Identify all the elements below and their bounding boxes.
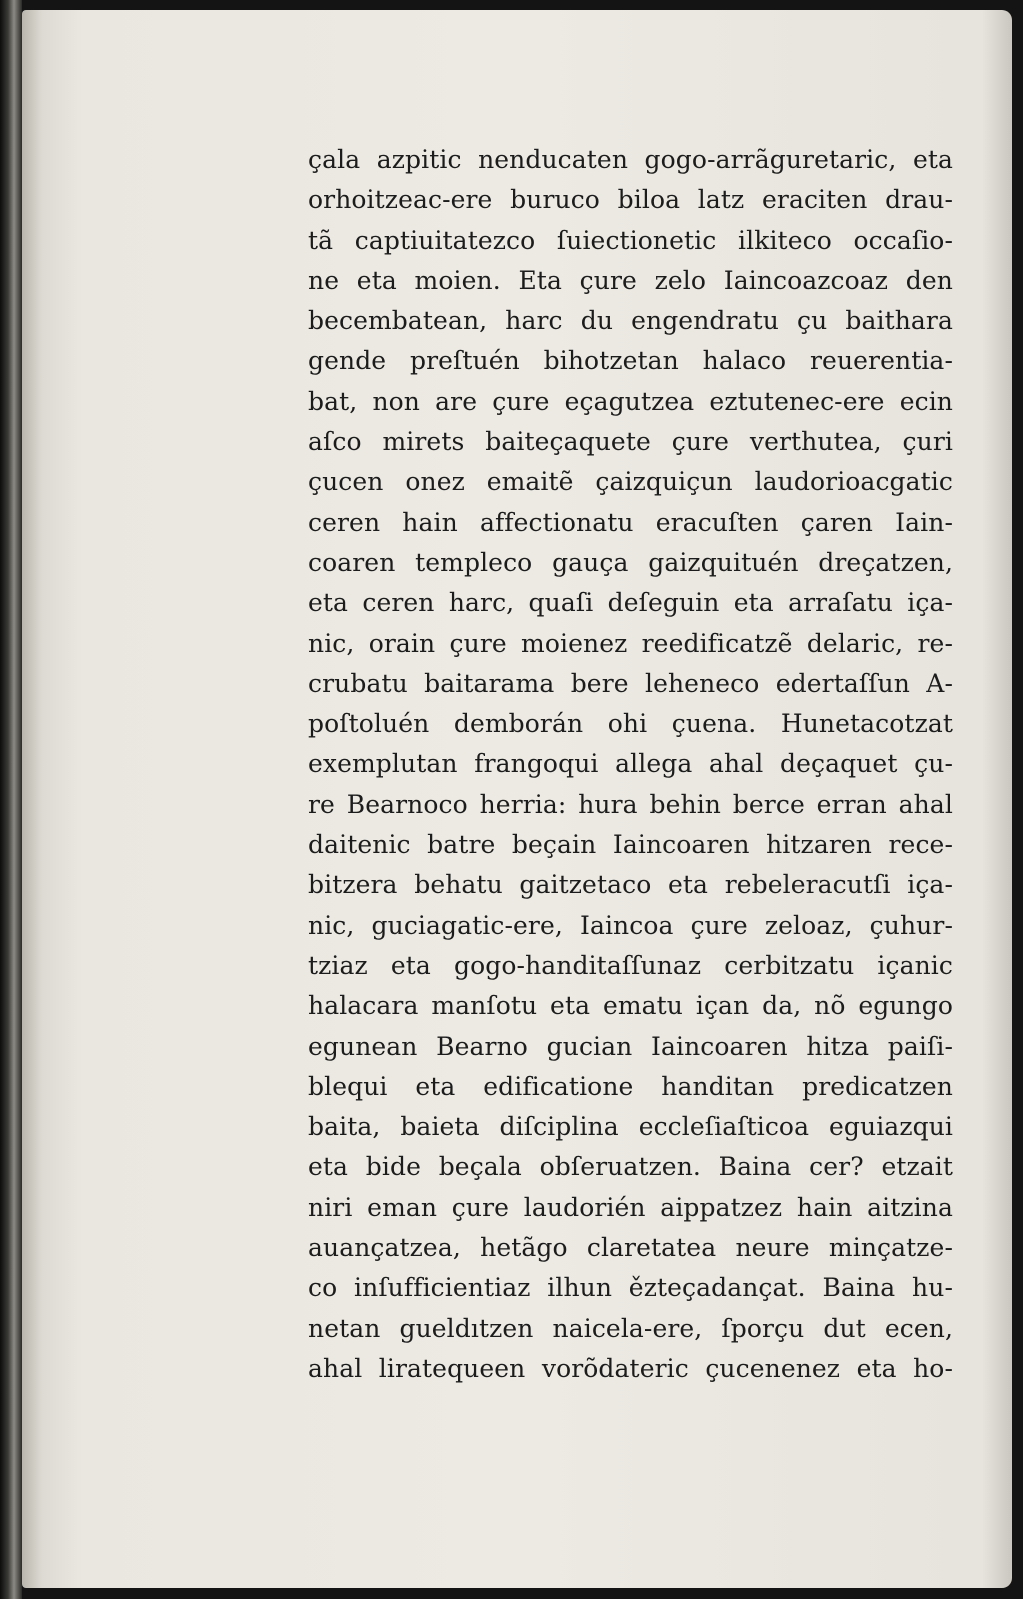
text-line: netan gueldıtzen naicela-ere, ſporçu dut ecen,: [308, 1313, 953, 1343]
text-line: re Bearnoco herria: hura behin berce erran ahal: [308, 789, 953, 819]
text-line: orhoitzeac-ere buruco biloa latz eraciten drau-: [308, 185, 953, 215]
text-line: egunean Bearno gucian Iaincoaren hitza paiſi-: [308, 1031, 953, 1061]
text-line: daitenic batre beçain Iaincoaren hitzaren rece-: [308, 830, 953, 860]
page-text: [308, 140, 953, 1389]
text-line: bat, non are çure eçagutzea eztutenec-ere ecin: [308, 386, 953, 416]
text-line: nic, orain çure moienez reedificatzẽ delaric, re-: [308, 628, 953, 658]
text-line: tziaz eta gogo-handitaſſunaz cerbitzatu içanic: [308, 950, 953, 980]
text-line: nic, guciagatic-ere, Iaincoa çure zeloaz, çuhur-: [308, 910, 953, 940]
text-line: auançatzea, hetãgo claretatea neure minçatze-: [308, 1233, 953, 1263]
text-line: gende preſtuén bihotzetan halaco reuerentia-: [308, 346, 953, 376]
text-line: co inſufficientiaz ilhun ězteçadançat. Baina hu-: [308, 1273, 953, 1303]
text-line: bitzera behatu gaitzetaco eta rebeleracutſi iça-: [308, 870, 953, 900]
text-line: baita, baieta diſciplina eccleſiaſticoa eguiazqui: [308, 1112, 953, 1142]
text-line: halacara manſotu eta ematu içan da, nõ egungo: [308, 991, 953, 1021]
text-line: eta ceren harc, quaſi deſeguin eta arraſatu iça-: [308, 588, 953, 618]
text-line: exemplutan frangoqui allega ahal deçaquet çu-: [308, 749, 953, 779]
text-line: aſco mirets baiteçaquete çure verthutea, çuri: [308, 427, 953, 457]
text-line: tã captiuitatezco ſuiectionetic ilkiteco occaſio-: [308, 225, 953, 255]
text-line: coaren templeco gauça gaizquituén dreçatzen,: [308, 547, 953, 577]
text-line: becembatean, harc du engendratu çu baithara: [308, 306, 953, 336]
text-line: ahal liratequeen vorõdateric çucenenez eta ho-: [308, 1353, 953, 1383]
text-line: crubatu baitarama bere leheneco edertaſſun A-: [308, 668, 953, 698]
text-line: eta bide beçala obſeruatzen. Baina cer? etzait: [308, 1152, 953, 1182]
text-line: çala azpitic nenducaten gogo-arrãguretaric, eta: [308, 145, 953, 174]
text-line: niri eman çure laudorién aippatzez hain aitzina: [308, 1192, 953, 1222]
text-line: blequi eta edificatione handitan predicatzen: [308, 1071, 953, 1101]
book-spine: [0, 0, 22, 1599]
text-line: ceren hain affectionatu eracuſten çaren Iain-: [308, 507, 953, 537]
text-line: ne eta moien. Eta çure zelo Iaincoazcoaz den: [308, 265, 953, 295]
text-line: poſtoluén demborán ohi çuena. Hunetacotzat: [308, 709, 953, 739]
text-line: çucen onez emaitẽ çaizquiçun laudorioacgatic: [308, 467, 953, 497]
